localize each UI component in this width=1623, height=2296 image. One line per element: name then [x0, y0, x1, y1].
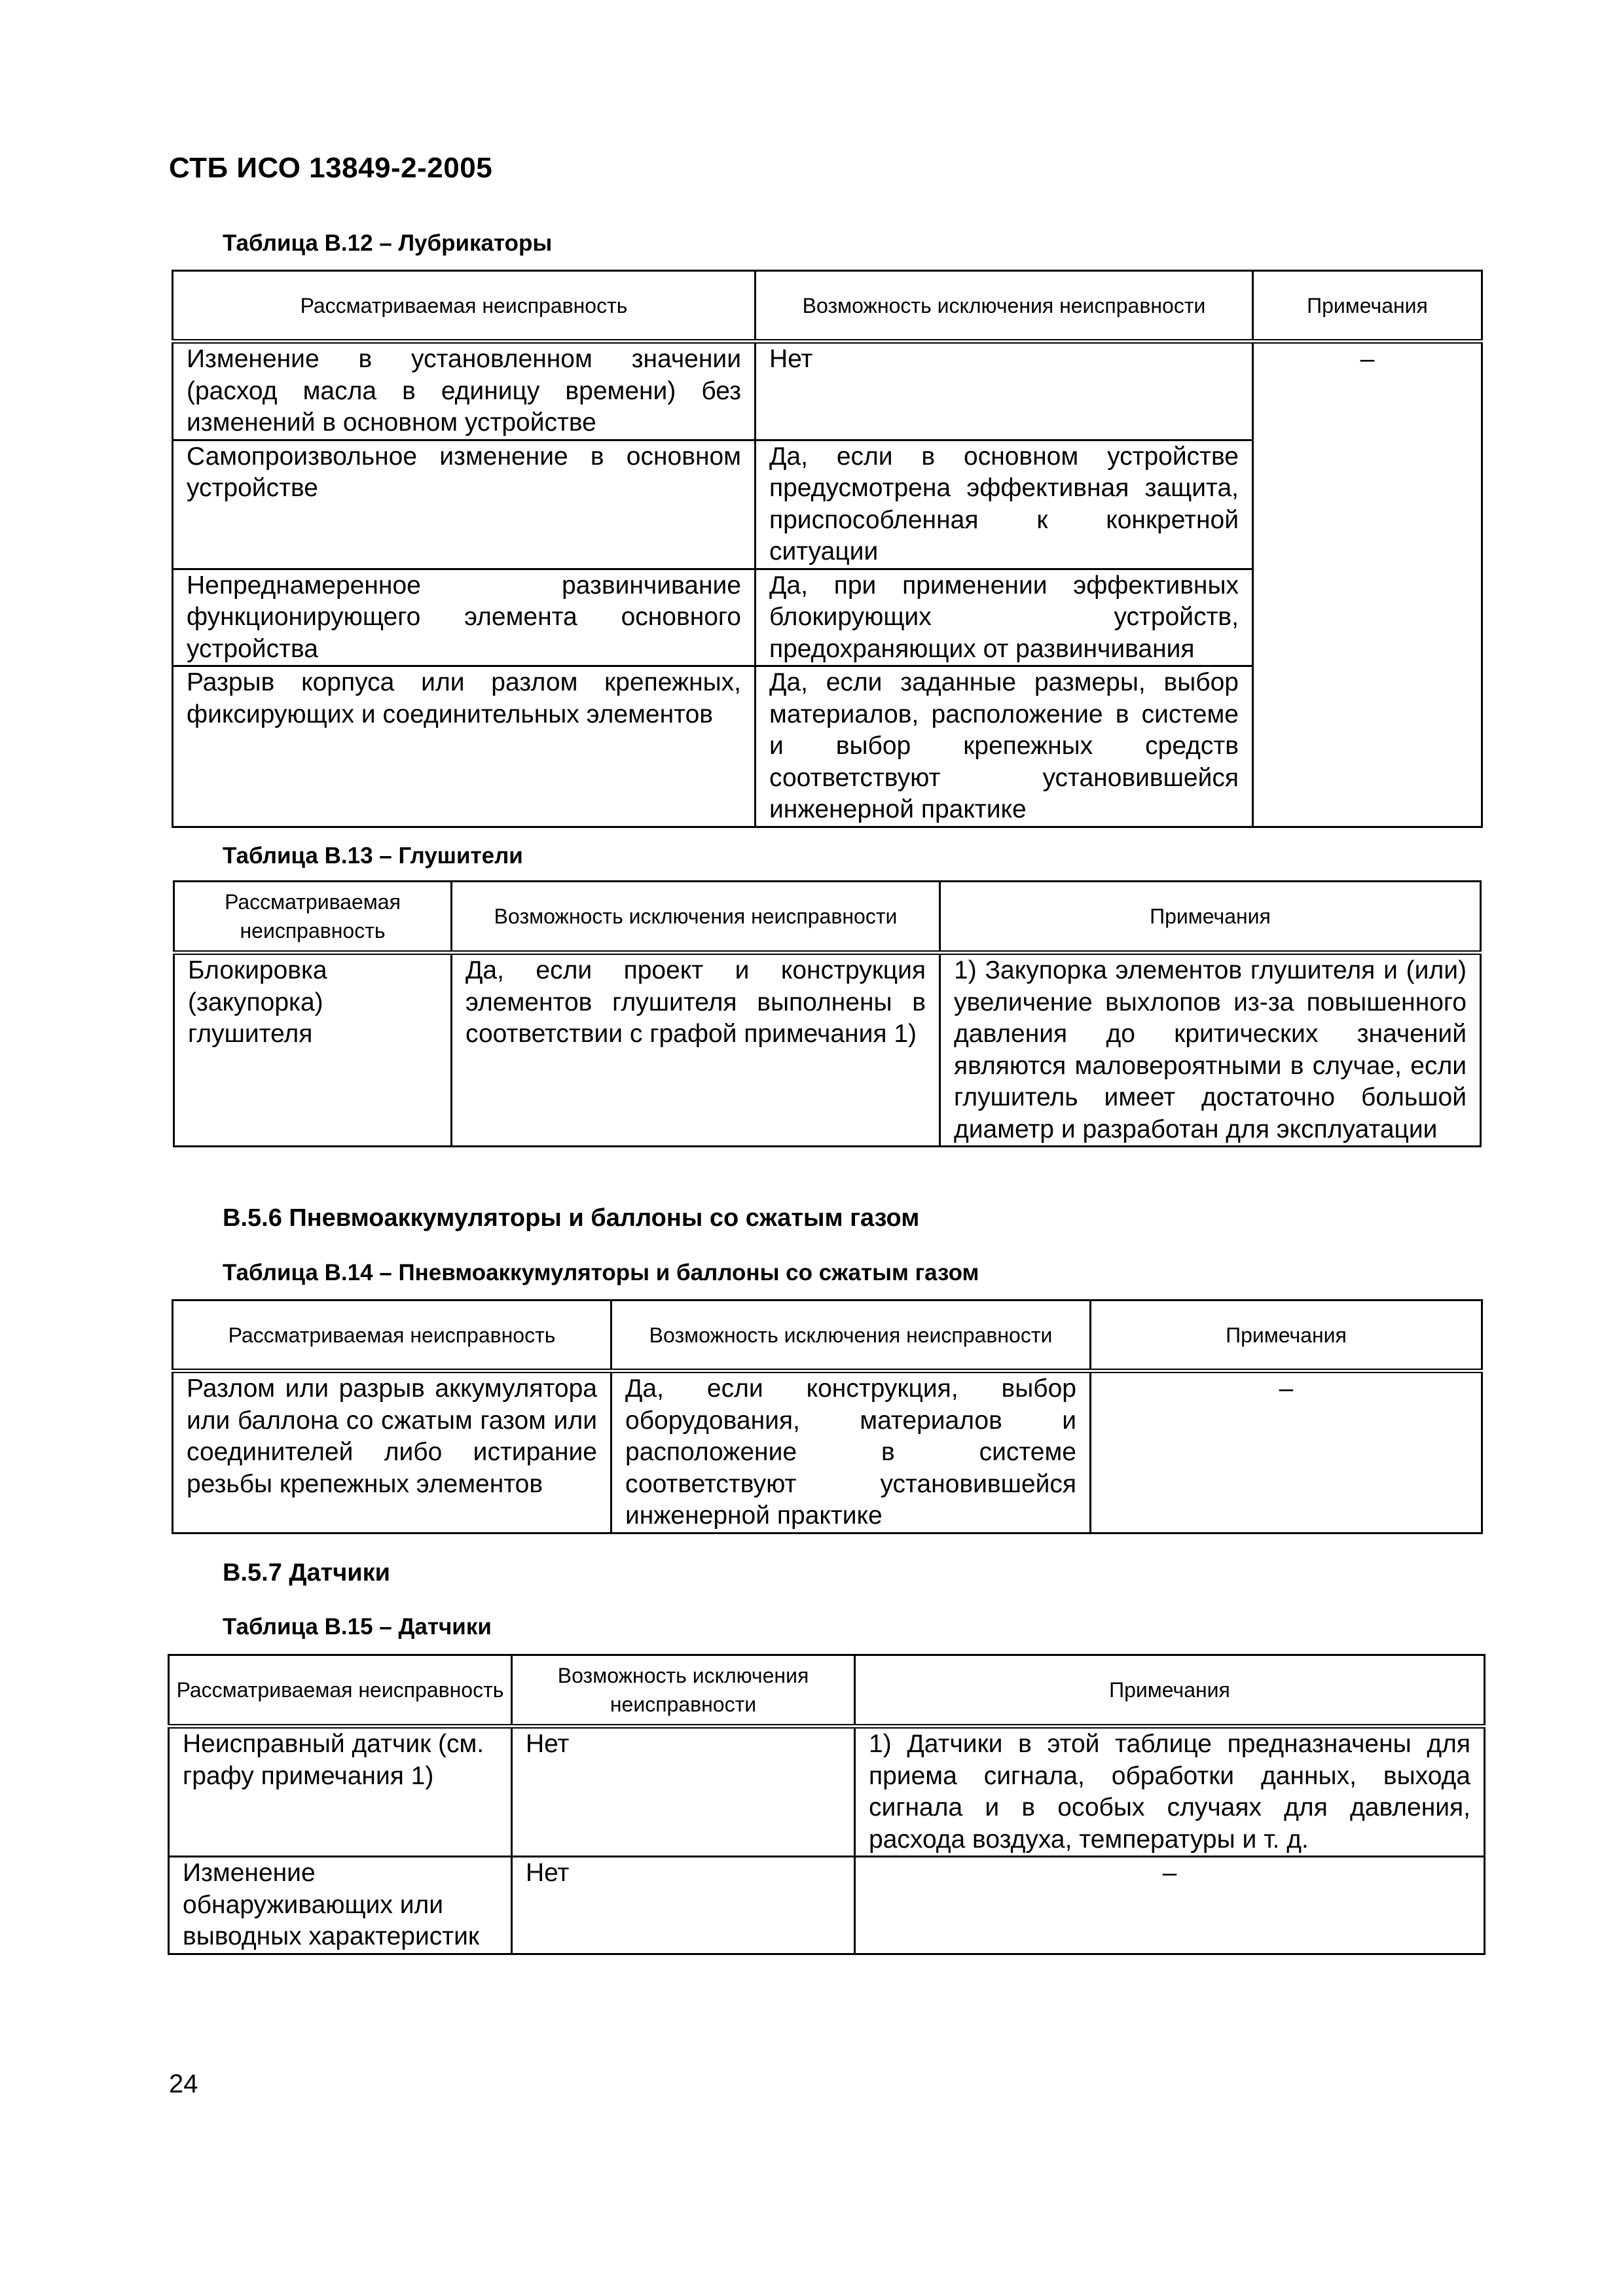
table-row	[173, 1371, 1482, 1534]
section-b56-title: В.5.6 Пневмоаккумуляторы и баллоны со сжатым газом	[223, 1204, 920, 1232]
table-b15-header-exclusion: Возможность исключения неисправности	[512, 1655, 855, 1727]
table-b12-row4-fault: Разрыв корпуса или разлом крепежных, фиксирующих и соединительных элементов	[173, 666, 756, 827]
table-b12-caption: Таблица В.12 – Лубрикаторы	[223, 230, 553, 256]
table-b12-row3-note	[1253, 569, 1482, 666]
table-b15	[168, 1654, 1486, 1955]
table-row	[174, 953, 1481, 1147]
table-b14-caption: Таблица В.14 – Пневмоаккумуляторы и баллоны со сжатым газом	[223, 1260, 979, 1285]
table-b12-row4-exclusion: Да, если заданные размеры, выбор материалов, расположение в системе и выбор крепежных средств соответствуют установившейся инженерной практике	[756, 666, 1253, 827]
table-row	[173, 666, 1482, 827]
table-b12-row1-fault: Изменение в установленном значении (расход масла в единицу времени) без изменений в основном устройстве	[173, 342, 756, 440]
table-b13-row1-note: 1) Закупорка элементов глушителя и (или) увеличение выхлопов из-за повышенного давления до критических значений являются маловероятными в случае, если глушитель имеет достаточно большой диаметр и разработан для эксплуатации	[940, 953, 1481, 1147]
table-b12-row1-note: –	[1253, 342, 1482, 440]
table-b15-header-notes: Примечания	[855, 1655, 1485, 1727]
table-row	[169, 1727, 1485, 1857]
table-b14-row1-fault: Разлом или разрыв аккумулятора или баллона со сжатым газом или соединителей либо истирание резьбы крепежных элементов	[173, 1371, 611, 1534]
table-b12	[172, 270, 1483, 828]
table-row	[173, 342, 1482, 440]
table-b12-row4-note	[1253, 666, 1482, 827]
table-b13	[173, 880, 1482, 1147]
table-b12-header-exclusion: Возможность исключения неисправности	[756, 271, 1253, 342]
table-b14-header-notes: Примечания	[1091, 1300, 1482, 1371]
table-b12-row2-fault: Самопроизвольное изменение в основном устройстве	[173, 440, 756, 569]
table-b13-row1-fault: Блокировка (закупорка) глушителя	[174, 953, 452, 1147]
table-b14	[172, 1299, 1483, 1534]
table-b13-header-notes: Примечания	[940, 882, 1481, 953]
table-b12-header-notes: Примечания	[1253, 271, 1482, 342]
table-b12-row2-exclusion: Да, если в основном устройстве предусмотрена эффективная защита, приспособленная к конкретной ситуации	[756, 440, 1253, 569]
table-b15-caption: Таблица В.15 – Датчики	[223, 1614, 492, 1640]
table-b12-row3-fault: Непреднамеренное развинчивание функционирующего элемента основного устройства	[173, 569, 756, 666]
table-b15-row2-note: –	[855, 1857, 1485, 1954]
table-row	[173, 569, 1482, 666]
table-b12-row3-exclusion: Да, при применении эффективных блокирующих устройств, предохраняющих от развинчивания	[756, 569, 1253, 666]
section-b57-title: В.5.7 Датчики	[223, 1559, 390, 1587]
table-row	[173, 440, 1482, 569]
table-b12-header-fault: Рассматриваемая неисправность	[173, 271, 756, 342]
table-b12-row2-note	[1253, 440, 1482, 569]
table-b13-header-exclusion: Возможность исключения неисправности	[452, 882, 940, 953]
table-row	[169, 1857, 1485, 1954]
table-b14-row1-note: –	[1091, 1371, 1482, 1534]
table-b13-header-fault: Рассматриваемая неисправность	[174, 882, 452, 953]
table-b15-row1-exclusion: Нет	[512, 1727, 855, 1857]
table-b15-header-fault: Рассматриваемая неисправность	[169, 1655, 512, 1727]
table-b15-row1-fault: Неисправный датчик (см. графу примечания 1)	[169, 1727, 512, 1857]
table-b14-header-exclusion: Возможность исключения неисправности	[611, 1300, 1091, 1371]
table-b15-row2-fault: Изменение обнаруживающих или выводных характеристик	[169, 1857, 512, 1954]
table-b13-row1-exclusion: Да, если проект и конструкция элементов глушителя выполнены в соответствии с графой примечания 1)	[452, 953, 940, 1147]
table-b14-header-fault: Рассматриваемая неисправность	[173, 1300, 611, 1371]
page-number: 24	[169, 2070, 198, 2098]
table-b15-row2-exclusion: Нет	[512, 1857, 855, 1954]
document-header: СТБ ИСО 13849-2-2005	[169, 152, 493, 184]
table-b14-row1-exclusion: Да, если конструкция, выбор оборудования, материалов и расположение в системе соответствуют установившейся инженерной практике	[611, 1371, 1091, 1534]
table-b13-caption: Таблица В.13 – Глушители	[223, 843, 523, 869]
table-b15-row1-note: 1) Датчики в этой таблице предназначены для приема сигнала, обработки данных, выхода сигнала и в особых случаях для давления, расхода воздуха, температуры и т. д.	[855, 1727, 1485, 1857]
table-b12-row1-exclusion: Нет	[756, 342, 1253, 440]
